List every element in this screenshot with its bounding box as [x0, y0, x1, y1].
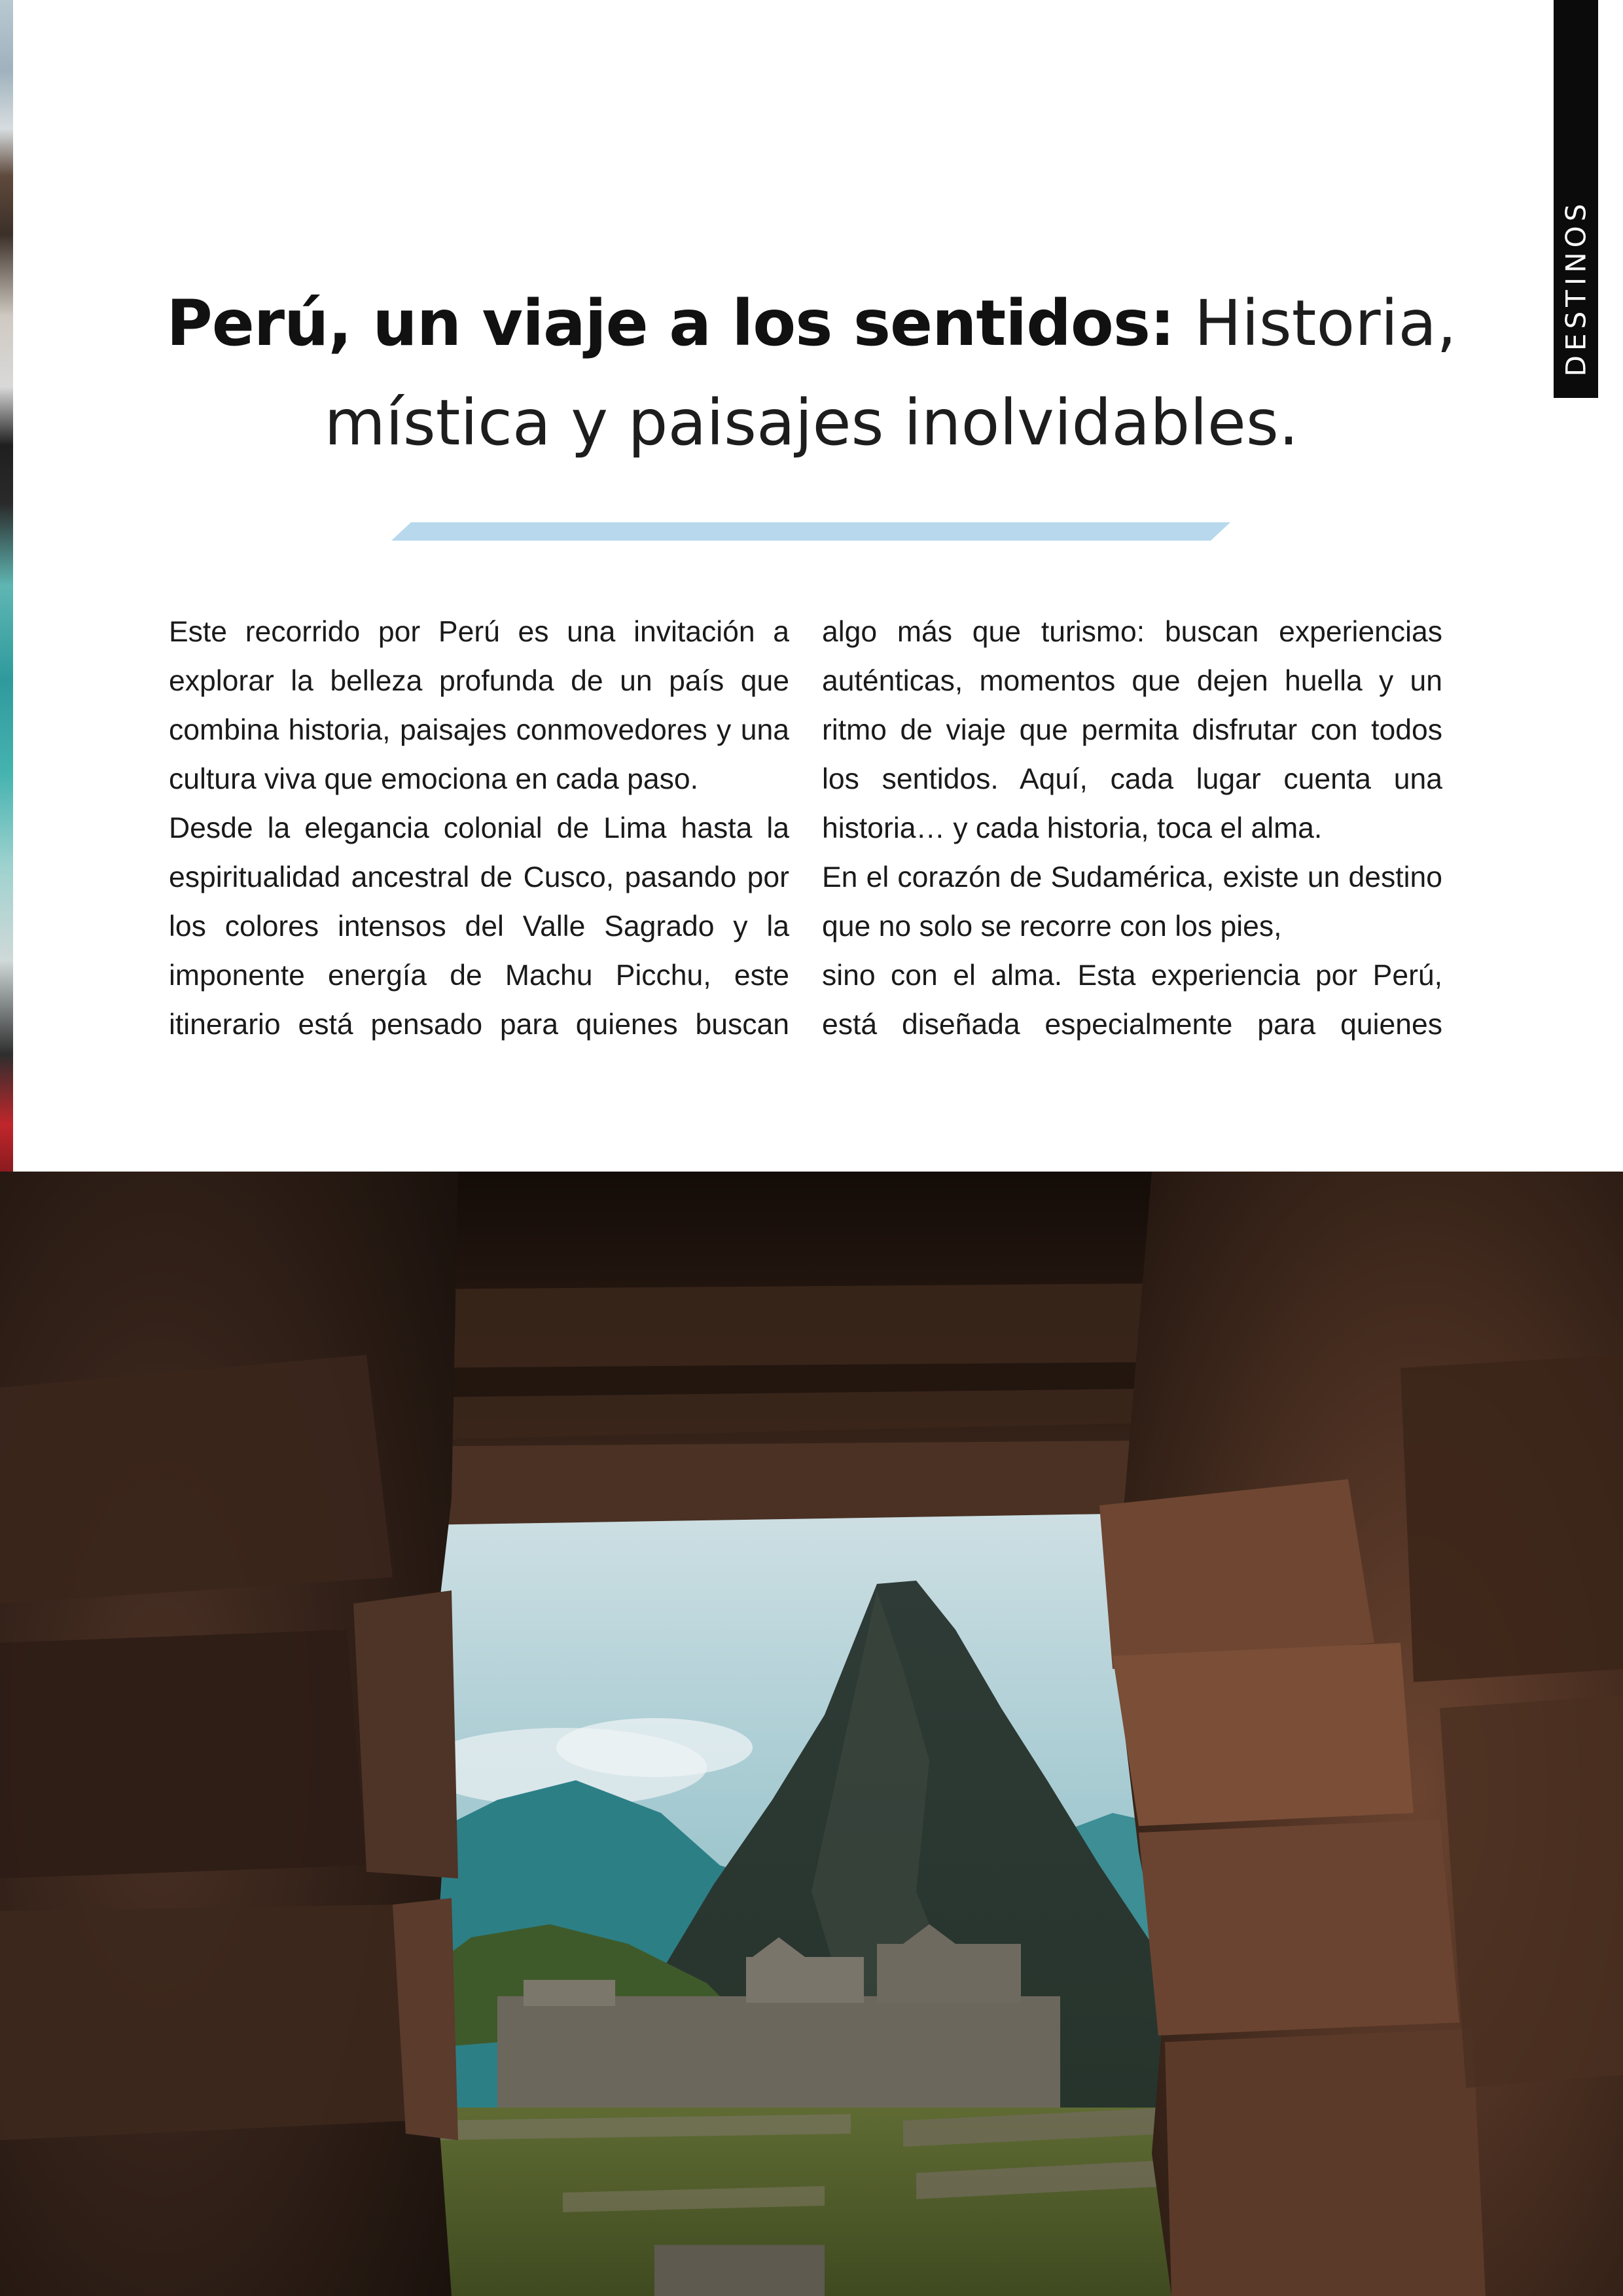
text-column-left	[169, 607, 789, 1049]
title-light-part-2: mística y paisajes inolvidables.	[324, 386, 1299, 459]
paragraph: Este recorrido por Perú es una invitación a explorar la belleza profunda de un país que combina historia, paisajes conmovedores y una cultura viva que emociona en cada paso.	[169, 616, 789, 795]
title-light-part-1: Historia,	[1174, 287, 1457, 360]
page-title	[98, 274, 1525, 473]
title-divider-bar	[391, 522, 1230, 541]
machu-picchu-photo	[0, 1172, 1623, 2296]
previous-page-photo-edge	[0, 0, 13, 1172]
paragraph: En el corazón de Sudamérica, existe un destino que no solo se recorre con los pies,	[822, 861, 1442, 942]
section-tab	[1554, 0, 1598, 398]
paragraph: algo más que turismo: buscan experiencias auténticas, momentos que dejen huella y un ritmo de viaje que permita disfrutar con todos los sentidos. Aquí, cada lugar cuenta una historia… y cada historia, toca el alma.	[822, 616, 1442, 844]
section-tab-label: DESTINOS	[1560, 199, 1592, 377]
paragraph: sino con el alma. Esta experiencia por Perú, está diseñada especialmente para quienes	[822, 960, 1442, 1041]
title-bold-part: Perú, un viaje a los sentidos:	[166, 287, 1175, 360]
paragraph: Desde la elegancia colonial de Lima hasta la espiritualidad ancestral de Cusco, pasando por los colores intensos del Valle Sagrado y la imponente energía de Machu Picchu, este itinerario está pensado para quienes buscan	[169, 812, 789, 1041]
text-column-right	[822, 607, 1442, 1049]
